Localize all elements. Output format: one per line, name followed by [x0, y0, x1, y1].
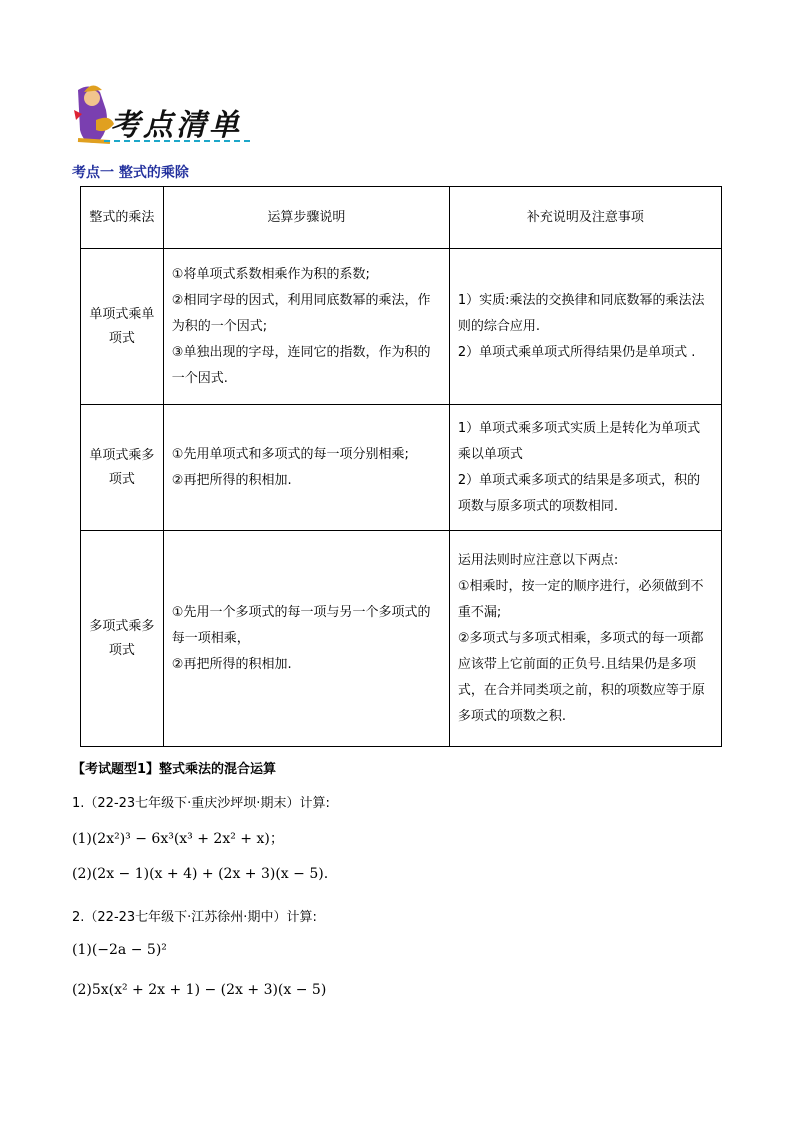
question-2-part-2: (2)5x(x² + 2x + 1) − (2x + 3)(x − 5) [72, 982, 327, 998]
step-text: ①先用单项式和多项式的每一项分别相乘; [171, 446, 409, 462]
step-text: ②相同字母的因式，利用同底数幂的乘法，作为积的一个因式; [171, 292, 431, 334]
step-text: ①将单项式系数相乘作为积的系数; [171, 266, 370, 282]
row-steps [163, 405, 449, 531]
note-text: ①相乘时，按一定的顺序进行，必须做到不重不漏; [457, 578, 704, 620]
table-row [81, 405, 722, 531]
banner-title: 考点清单 [110, 108, 242, 143]
step-text: ①先用一个多项式的每一项与另一个多项式的每一项相乘， [171, 604, 431, 646]
note-text: 2）单项式乘单项式所得结果仍是单项式 . [457, 344, 696, 360]
step-text: ③单独出现的字母，连同它的指数，作为积的一个因式. [171, 344, 431, 386]
note-text: 2）单项式乘多项式的结果是多项式，积的项数与原多项式的项数相同. [457, 472, 701, 514]
note-text: 1）单项式乘多项式实质上是转化为单项式乘以单项式 [457, 420, 701, 462]
section-heading: 考点一 整式的乘除 [72, 165, 189, 181]
table-row [81, 249, 722, 405]
row-notes [449, 249, 721, 405]
step-text: ②再把所得的积相加. [171, 472, 292, 488]
header-cell: 整式的乘法 [81, 187, 164, 249]
question-1-part-2: (2)(2x − 1)(x + 4) + (2x + 3)(x − 5). [72, 866, 329, 882]
note-text: 1）实质:乘法的交换律和同底数幂的乘法法则的综合应用. [457, 292, 705, 334]
row-name: 多项式乘多项式 [81, 531, 164, 747]
table-header-row [81, 187, 722, 249]
question-1-prompt: 1.（22-23七年级下·重庆沙坪坝·期末）计算: [72, 796, 330, 811]
question-1-part-1: (1)(2x²)³ − 6x³(x³ + 2x² + x)； [72, 831, 284, 847]
rules-table [80, 186, 722, 747]
row-name: 单项式乘多项式 [81, 405, 164, 531]
header-cell: 补充说明及注意事项 [449, 187, 721, 249]
question-2-prompt: 2.（22-23七年级下·江苏徐州·期中）计算: [72, 910, 317, 925]
header-cell: 运算步骤说明 [163, 187, 449, 249]
question-type-heading: 【考试题型1】整式乘法的混合运算 [72, 762, 277, 777]
row-notes [449, 405, 721, 531]
banner-underline [104, 140, 250, 142]
step-text: ②再把所得的积相加. [171, 656, 292, 672]
row-steps [163, 249, 449, 405]
question-2-part-1: (1)(−2a − 5)² [72, 942, 167, 958]
row-notes [449, 531, 721, 747]
row-steps [163, 531, 449, 747]
note-text: ②多项式与多项式相乘，多项式的每一项都应该带上它前面的正负号.且结果仍是多项式，在合并同类项之前，积的项数应等于原多项式的项数之积. [457, 630, 705, 724]
note-text: 运用法则时应注意以下两点: [457, 552, 619, 568]
table-row [81, 531, 722, 747]
row-name: 单项式乘单项式 [81, 249, 164, 405]
